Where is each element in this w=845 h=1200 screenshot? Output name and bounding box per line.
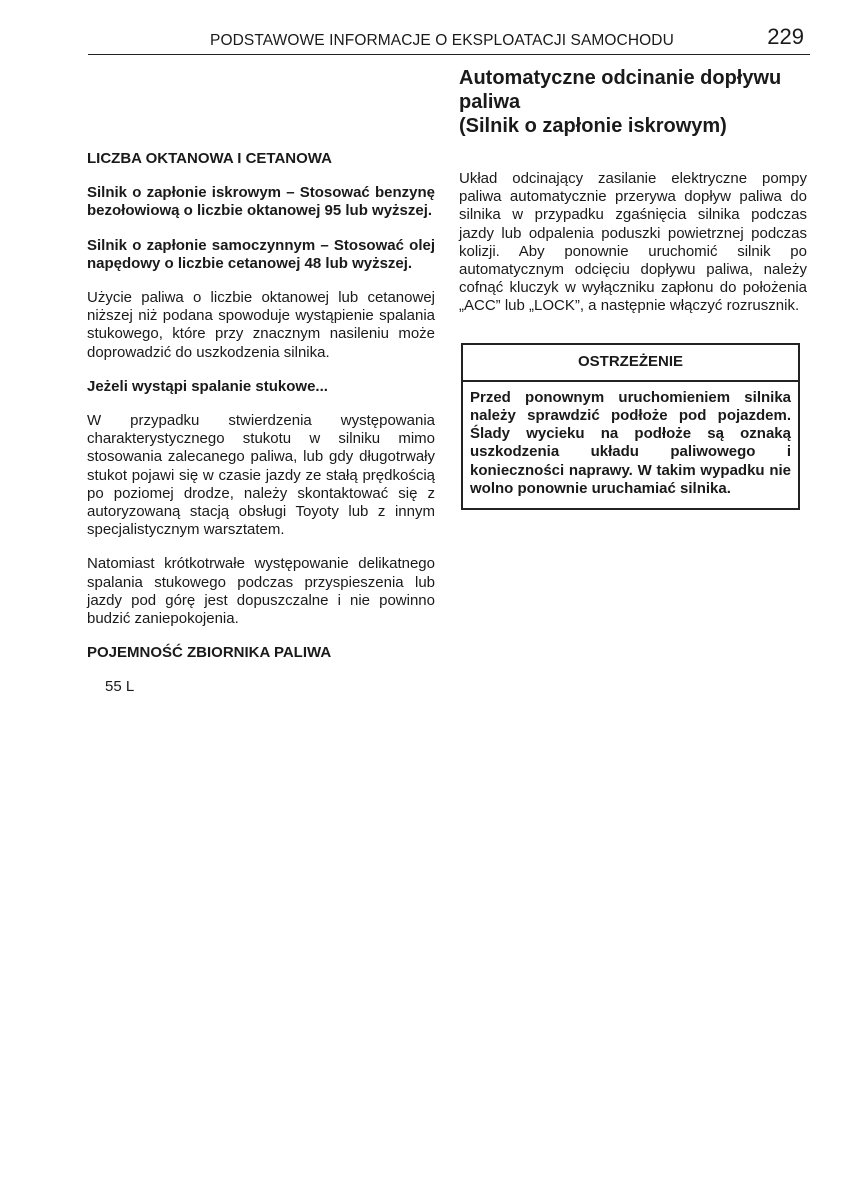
section-title <box>459 66 807 138</box>
fuel-cutoff-paragraph: Układ odcinający zasilanie elektryczne pompy paliwa automatycznie przerywa dopływ paliwa do silnika w przypadku zgaśnięcia silnika podczas jazdy lub odpalenia poduszki powietrznej podczas kolizji. Aby ponownie uruchomić silnik po automatycznym odcięciu dopływu paliwa, należy cofnąć kluczyk w wyłączniku zapłonu do położenia „ACC” lub „LOCK”, a następnie włączyć rozrusznik. <box>459 170 807 315</box>
section-title-line-3: (Silnik o zapłonie iskrowym) <box>459 115 727 137</box>
tank-capacity-value: 55 L <box>105 678 135 696</box>
petrol-rule: Silnik o zapłonie iskrowym – Stosować benzynę bezołowiową o liczbie oktanowej 95 lub wyższej. <box>87 184 435 220</box>
lower-octane-paragraph: Użycie paliwa o liczbie oktanowej lub cetanowej niższej niż podana spowoduje wystąpienie spalania stukowego, które przy znacznym nasileniu może doprowadzić do uszkodzenia silnika. <box>87 289 435 361</box>
warning-box <box>461 343 800 510</box>
tank-heading: POJEMNOŚĆ ZBIORNIKA PALIWA <box>87 644 332 662</box>
warning-body: Przed ponownym uruchomieniem silnika należy sprawdzić podłoże pod pojazdem. Ślady wycieku na podłoże są oznaką uszkodzenia układu paliwowego i konieczności naprawy. W takim wypadku nie wolno ponownie uruchamiać silnika. <box>470 388 791 497</box>
section-title-line-2: paliwa <box>459 91 521 113</box>
page-number: 229 <box>767 24 804 49</box>
octane-heading: LICZBA OKTANOWA I CETANOWA <box>87 150 332 167</box>
page-header <box>88 22 810 55</box>
knock-paragraph-1: W przypadku stwierdzenia występowania charakterystycznego stukotu w silniku mimo stosowania zalecanego paliwa, lub gdy długotrwały stukot pojawi się w czasie jazdy ze stałą prędkością po poziomej drodze, należy skontaktować się z autoryzowaną stacją obsługi Toyoty lub z innym specjalistycznym warsztatem. <box>87 412 435 539</box>
section-title-line-1: Automatyczne odcinanie dopływu <box>459 67 782 89</box>
knock-heading: Jeżeli wystąpi spalanie stukowe... <box>87 377 328 395</box>
running-header-title: PODSTAWOWE INFORMACJE O EKSPLOATACJI SAMOCHODU <box>210 32 674 49</box>
warning-title: OSTRZEŻENIE <box>463 345 798 382</box>
diesel-rule: Silnik o zapłonie samoczynnym – Stosować olej napędowy o liczbie cetanowej 48 lub wyższej. <box>87 236 435 272</box>
left-column <box>87 150 435 697</box>
right-column <box>459 66 807 510</box>
knock-paragraph-2: Natomiast krótkotrwałe występowanie delikatnego spalania stukowego podczas przyspieszenia lub jazdy pod górę jest dopuszczalne i nie powinno budzić zaniepokojenia. <box>87 555 435 628</box>
